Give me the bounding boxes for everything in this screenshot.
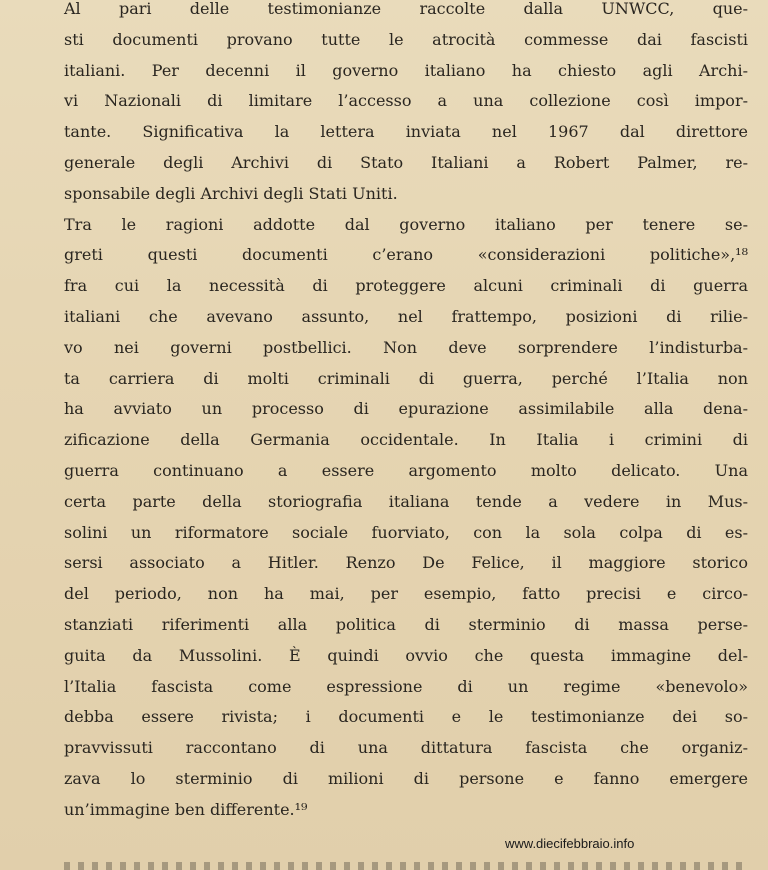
text-line: Al pari delle testimonianze raccolte dalla UNWCC, que- [64,0,748,18]
text-line: certa parte della storiografia italiana tende a vedere in Mus- [64,491,748,511]
text-line: debba essere rivista; i documenti e le testimonianze dei so- [64,707,748,727]
cropped-next-line [64,862,748,870]
text-line: generale degli Archivi di Stato Italiani a Robert Palmer, re- [64,152,748,172]
paragraph-1 [64,0,748,210]
text-line: guerra continuano a essere argomento molto delicato. Una [64,460,748,480]
text-line: un’immagine ben differente.¹⁹ [64,799,308,819]
text-line: sersi associato a Hitler. Renzo De Felice, il maggiore storico [64,553,748,573]
paragraph-2 [64,210,748,826]
text-line: stanziati riferimenti alla politica di sterminio di massa perse- [64,614,748,634]
text-line: italiani che avevano assunto, nel frattempo, posizioni di rilie- [64,306,748,326]
text-line: guita da Mussolini. È quindi ovvio che questa immagine del- [64,645,748,665]
text-line: Tra le ragioni addotte dal governo italiano per tenere se- [64,214,748,234]
text-line: del periodo, non ha mai, per esempio, fatto precisi e circo- [64,584,748,604]
text-line: zificazione della Germania occidentale. In Italia i crimini di [64,430,748,450]
text-line: greti questi documenti c’erano «considerazioni politiche»,¹⁸ [64,245,748,265]
text-line: tante. Significativa la lettera inviata nel 1967 dal direttore [64,122,748,142]
text-line: pravvissuti raccontano di una dittatura fascista che organiz- [64,738,748,758]
text-line: ta carriera di molti criminali di guerra, perché l’Italia non [64,368,748,388]
text-line: sti documenti provano tutte le atrocità commesse dai fascisti [64,29,748,49]
body-text [64,0,748,826]
text-line: sponsabile degli Archivi degli Stati Uniti. [64,183,398,203]
text-line: zava lo sterminio di milioni di persone e fanno emergere [64,768,748,788]
text-line: italiani. Per decenni il governo italiano ha chiesto agli Archi- [64,60,748,80]
text-line: ha avviato un processo di epurazione assimilabile alla dena- [64,399,748,419]
text-line: l’Italia fascista come espressione di un regime «benevolo» [64,676,748,696]
text-line: vi Nazionali di limitare l’accesso a una collezione così impor- [64,91,748,111]
text-line: vo nei governi postbellici. Non deve sorprendere l’indisturba- [64,337,748,357]
watermark-url: www.diecifebbraio.info [505,836,635,851]
text-line: solini un riformatore sociale fuorviato, con la sola colpa di es- [64,522,748,542]
text-line: fra cui la necessità di proteggere alcuni criminali di guerra [64,276,748,296]
